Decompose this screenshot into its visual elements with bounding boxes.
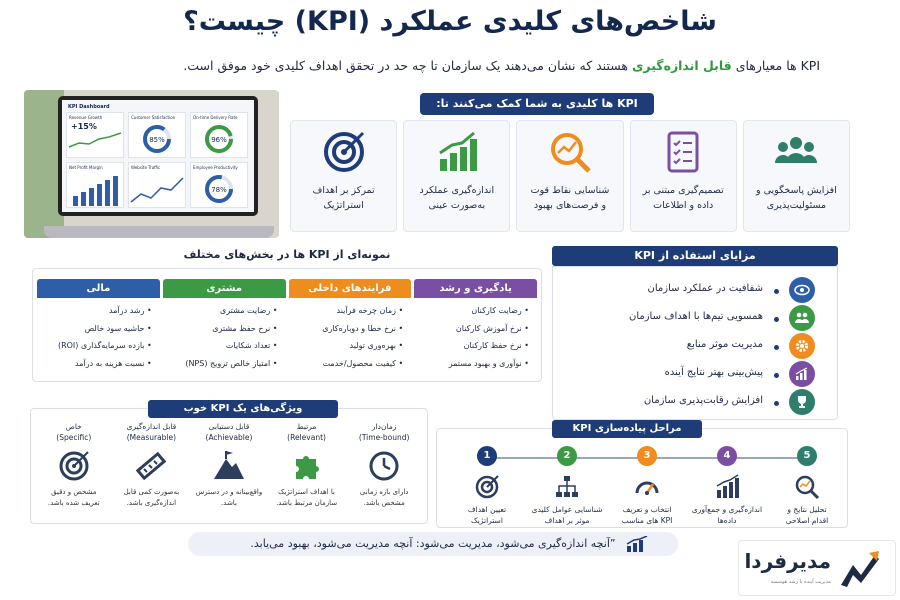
help-card-measure: اندازه‌گیری عملکرد به‌صورت عینی	[403, 120, 510, 232]
smart-measurable: قابل اندازه‌گیری (Measurable) به‌صورت کمی قابل اندازه‌گیری باشد.	[123, 422, 180, 507]
ruler-icon	[134, 449, 168, 483]
bar-chart-icon	[714, 474, 740, 500]
growth-chart-icon	[626, 536, 648, 561]
step-3: 3 انتخاب و تعریف KPI های مناسب	[608, 446, 686, 526]
svg-text:96%: 96%	[211, 136, 227, 144]
chart-icon	[789, 361, 815, 387]
advantage-forecast: پیش‌بینی بهتر نتایج آینده	[553, 361, 839, 387]
tile-delivery: On-time Delivery Rate 96%	[190, 112, 248, 158]
step-5: 5 تحلیل نتایج و اقدام اصلاحی	[768, 446, 846, 526]
help-card-focus: تمرکز بر اهداف استراتژیک	[290, 120, 397, 232]
brand-mark-icon	[839, 549, 881, 589]
analysis-icon	[794, 474, 820, 500]
smart-relevant: مرتبط (Relevant) با اهداف استراتژیک سازمان مرتبط باشد.	[276, 422, 338, 507]
svg-text:85%: 85%	[149, 136, 165, 144]
subtitle-before: KPI ها معیارهای	[735, 58, 820, 73]
help-cards	[290, 120, 850, 232]
advantage-resources: مدیریت موثر منابع	[553, 333, 839, 359]
example-column-learning: یادگیری و رشد • رضایت کارکنان • نرخ آموزش کارکنان • نرخ حفظ کارکنان • نوآوری و بهبود مستمر	[414, 279, 537, 377]
list-item: • رضایت مشتری	[167, 302, 278, 320]
brand-logo	[738, 540, 896, 596]
mountain-flag-icon	[212, 449, 246, 483]
step-4: 4 اندازه‌گیری و جمع‌آوری داده‌ها	[688, 446, 766, 526]
hierarchy-icon	[554, 474, 580, 500]
svg-text:78%: 78%	[211, 186, 227, 194]
list-item: • نرخ حفظ کارکنان	[418, 337, 529, 355]
examples-heading: نمونه‌ای از KPI ها در بخش‌های مختلف	[183, 248, 391, 261]
step-1: 1 تعیین اهداف استراتژیک	[448, 446, 526, 526]
tile-profit: Net Profit Margin	[66, 162, 124, 208]
example-column-internal: فرایندهای داخلی • زمان چرخه فرآیند • نرخ خطا و دوباره‌کاری • بهره‌وری تولید • کیفیت محصول/خدمت	[289, 279, 412, 377]
help-card-accountability: افزایش پاسخگویی و مسئولیت‌پذیری	[743, 120, 850, 232]
list-item: • کیفیت محصول/خدمت	[293, 355, 404, 373]
help-heading: KPI ها کلیدی به شما کمک می‌کنند تا:	[420, 93, 654, 115]
smart-achievable: قابل دستیابی (Achievable) واقع‌بینانه و در دسترس باشد.	[195, 422, 263, 507]
clock-icon	[367, 449, 401, 483]
brand-tagline: مدیریت آینده با رشد هوشمند	[770, 579, 831, 585]
list-item: • نرخ آموزش کارکنان	[418, 320, 529, 338]
help-card-identify: شناسایی نقاط قوت و فرصت‌های بهبود	[516, 120, 623, 232]
step-2: 2 شناسایی عوامل کلیدی موثر بر اهداف	[528, 446, 606, 526]
trophy-icon	[789, 389, 815, 415]
target-icon	[57, 449, 91, 483]
examples-box	[32, 268, 542, 382]
eye-icon	[789, 277, 815, 303]
list-item: • نسبت هزینه به درآمد	[41, 355, 152, 373]
team-icon	[773, 129, 819, 175]
page-title: شاخص‌های کلیدی عملکرد (KPI) چیست؟	[183, 6, 717, 37]
list-item: • نوآوری و بهبود مستمر	[418, 355, 529, 373]
list-item: • نرخ حفظ مشتری	[167, 320, 278, 338]
tile-traffic: Website Traffic	[128, 162, 186, 208]
tile-revenue: Revenue Growth +15%	[66, 112, 124, 158]
advantages-heading: مزایای استفاده از KPI	[552, 246, 838, 266]
subtitle-after: هستند که نشان می‌دهند یک سازمان تا چه حد در تحقق اهداف کلیدی خود موفق است.	[183, 58, 628, 73]
laptop-base	[44, 226, 274, 238]
target-icon	[321, 129, 367, 175]
puzzle-icon	[290, 449, 324, 483]
laptop-illustration	[24, 90, 279, 238]
gauge-icon	[634, 474, 660, 500]
smart-heading: ویژگی‌های یک KPI خوب	[148, 400, 338, 418]
tile-satisfaction: Customer Satisfaction 85%	[128, 112, 186, 158]
list-item: • رشد درآمد	[41, 302, 152, 320]
target-icon	[474, 474, 500, 500]
laptop-screen	[58, 96, 258, 216]
checklist-icon	[660, 129, 706, 175]
smart-box	[30, 408, 428, 524]
quote-text: ”آنچه اندازه‌گیری می‌شود، مدیریت می‌شود: آنچه مدیریت می‌شود، بهبود می‌یابد.	[250, 537, 616, 550]
list-item: • زمان چرخه فرآیند	[293, 302, 404, 320]
example-column-customer: مشتری • رضایت مشتری • نرخ حفظ مشتری • تعداد شکایات • امتیاز خالص ترویج (NPS)	[163, 279, 286, 377]
dashboard-title: KPI Dashboard	[68, 104, 110, 110]
list-item: • حاشیه سود خالص	[41, 320, 152, 338]
example-column-finance: مالی • رشد درآمد • حاشیه سود خالص • بازده سرمایه‌گذاری (ROI) • نسبت هزینه به درآمد	[37, 279, 160, 377]
list-item: • نرخ خطا و دوباره‌کاری	[293, 320, 404, 338]
tile-productivity: Employee Productivity 78%	[190, 162, 248, 208]
list-item: • بهره‌وری تولید	[293, 337, 404, 355]
gear-icon	[789, 333, 815, 359]
smart-specific: خاص (Specific) مشخص و دقیق تعریف شده باشد.	[47, 422, 100, 507]
help-card-decision: تصمیم‌گیری مبتنی بر داده و اطلاعات	[630, 120, 737, 232]
people-icon	[789, 305, 815, 331]
list-item: • تعداد شکایات	[167, 337, 278, 355]
advantage-alignment: همسویی تیم‌ها با اهداف سازمان	[553, 305, 839, 331]
subtitle-highlight: قابل اندازه‌گیری	[631, 58, 732, 73]
list-item: • امتیاز خالص ترویج (NPS)	[167, 355, 278, 373]
brand-name: مدیرفردا	[744, 549, 831, 573]
growth-bars-icon	[434, 129, 480, 175]
implementation-heading: مراحل پیاده‌سازی KPI	[552, 420, 702, 438]
advantages-box	[552, 266, 838, 420]
list-item: • رضایت کارکنان	[418, 302, 529, 320]
page-subtitle	[60, 58, 820, 73]
advantage-transparency: شفافیت در عملکرد سازمان	[553, 277, 839, 303]
magnifier-chart-icon	[547, 129, 593, 175]
list-item: • بازده سرمایه‌گذاری (ROI)	[41, 337, 152, 355]
quote-bar	[188, 532, 678, 556]
smart-timebound: زمان‌دار (Time-bound) دارای بازه زمانی مشخص باشد.	[358, 422, 410, 507]
advantage-competitiveness: افزایش رقابت‌پذیری سازمان	[553, 389, 839, 415]
